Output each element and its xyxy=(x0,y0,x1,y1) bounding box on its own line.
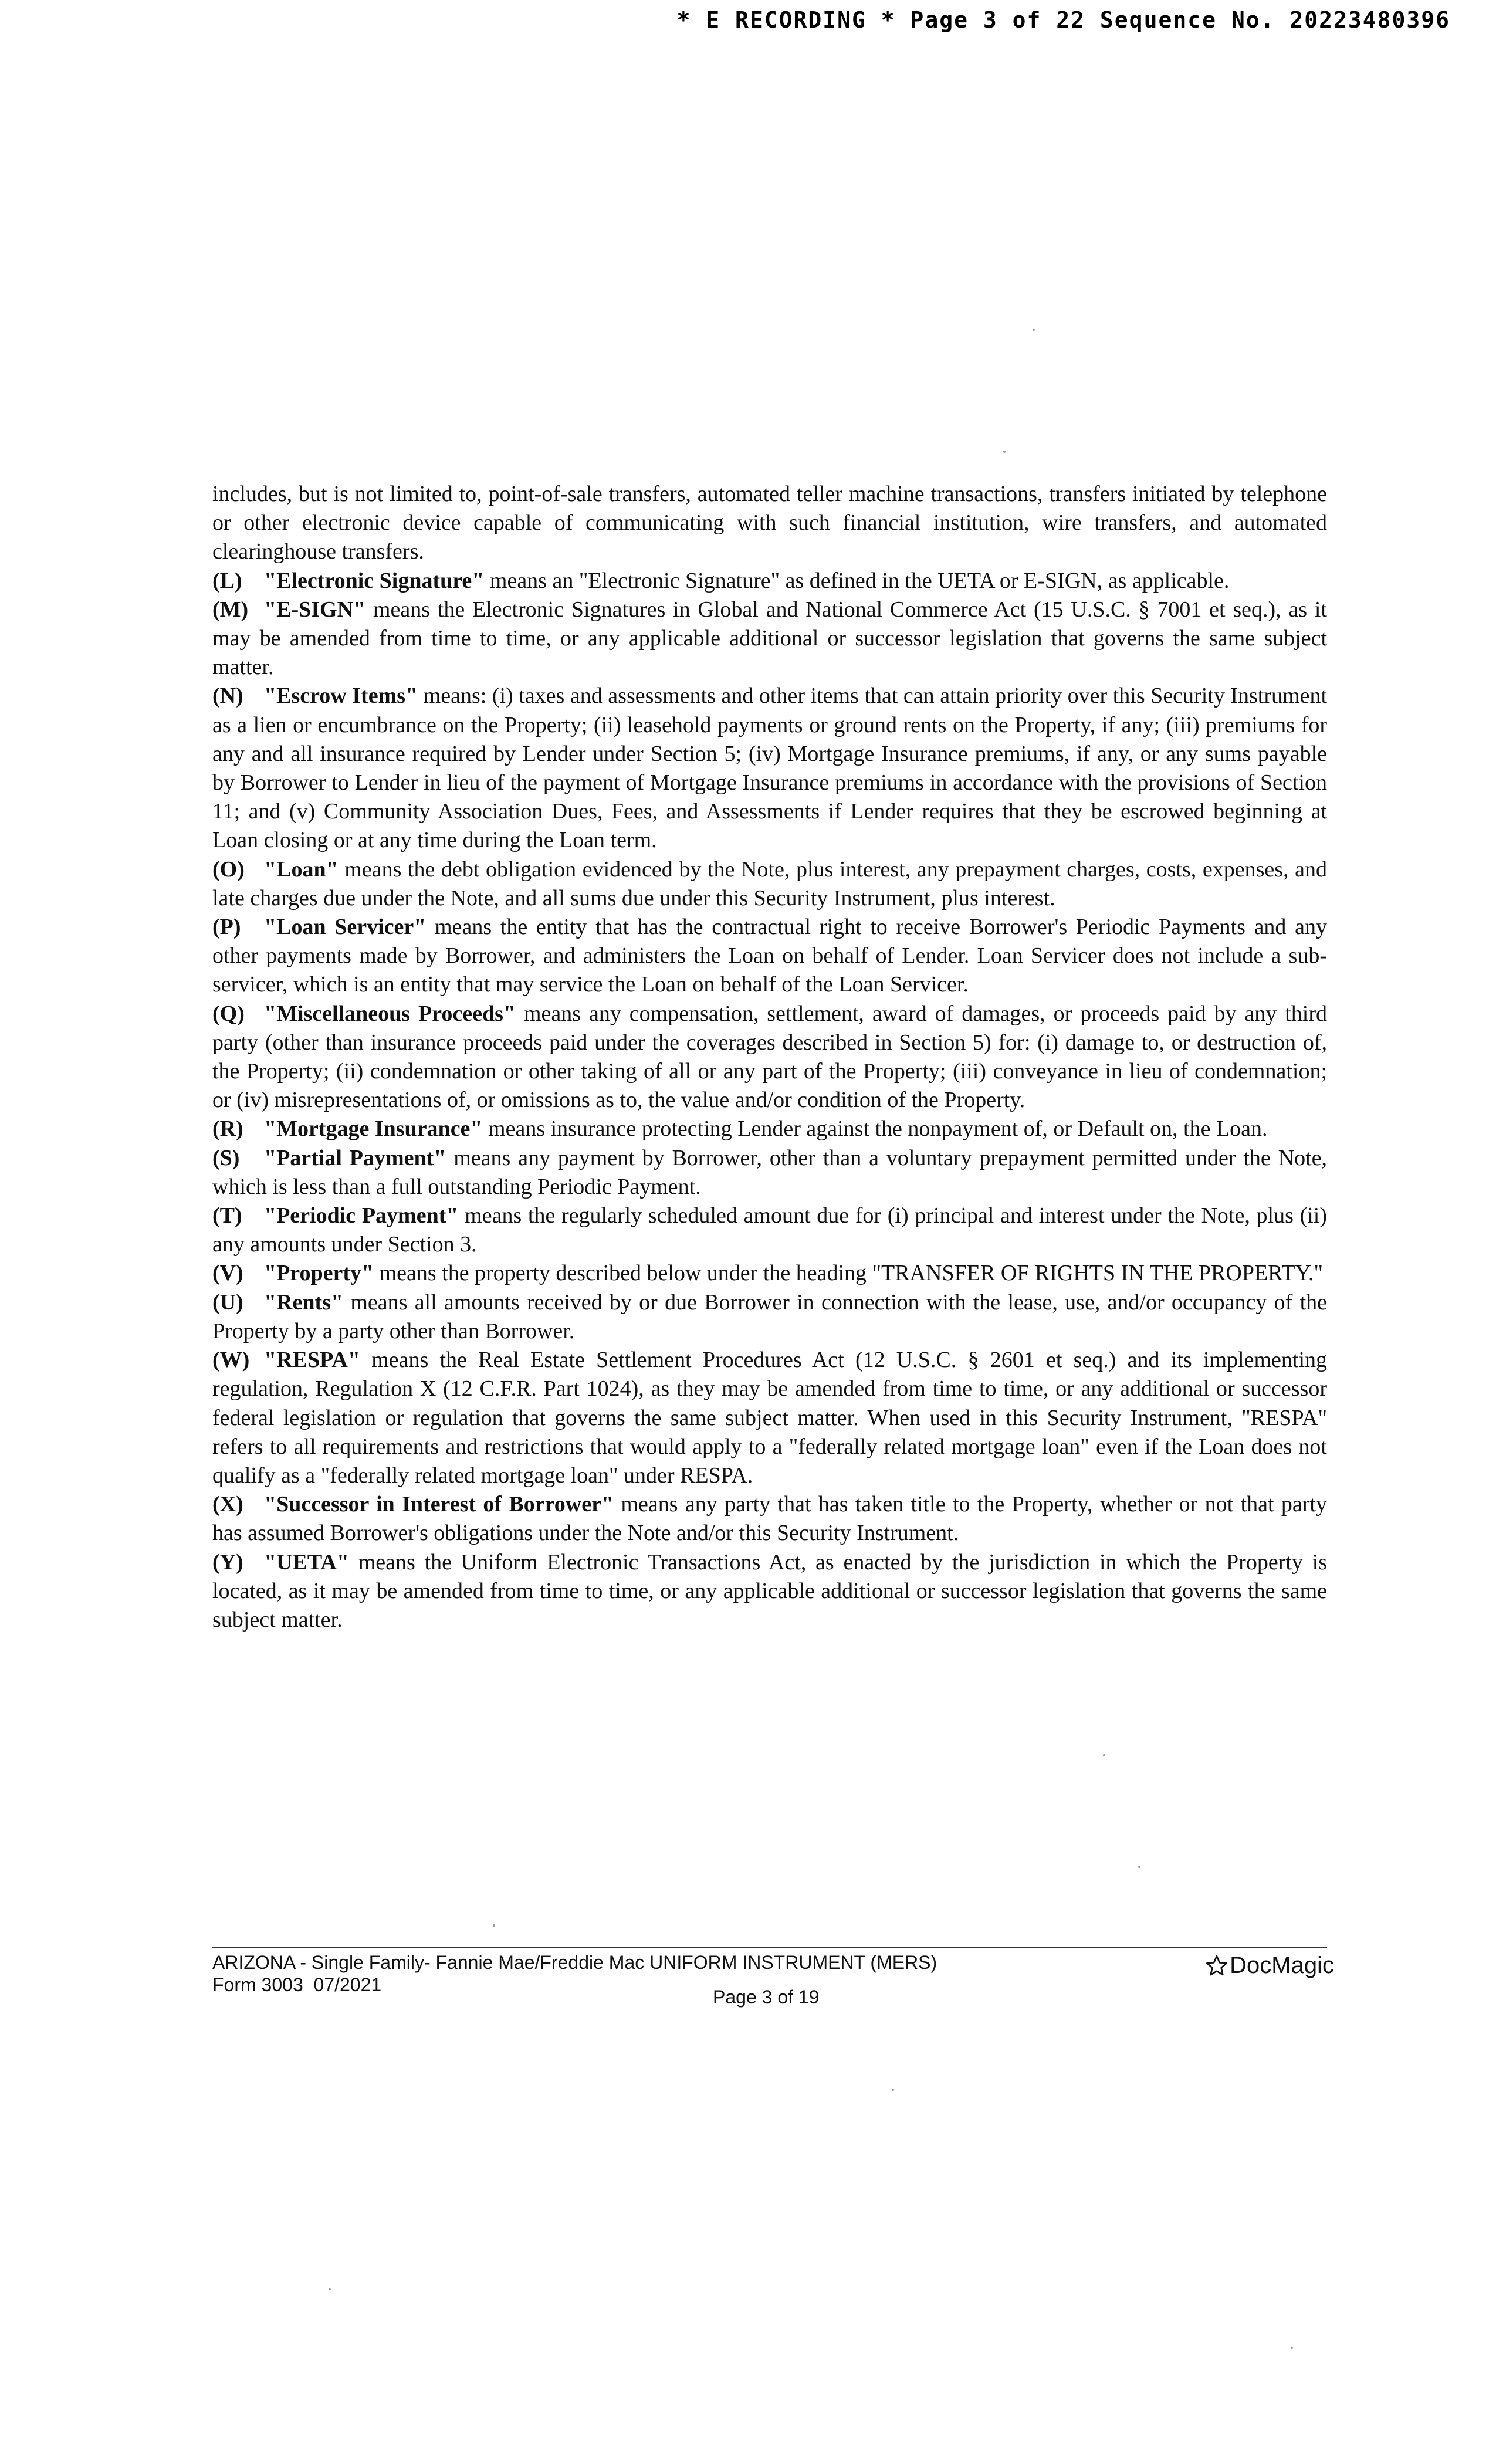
definition-n xyxy=(212,682,1327,855)
form-title: ARIZONA - Single Family- Fannie Mae/Freddie Mac UNIFORM INSTRUMENT (MERS) xyxy=(212,1952,937,1973)
definition-text: means the Uniform Electronic Transactions Act, as enacted by the jurisdiction in which the Property is located, as it may be amended from time to time, or any applicable additional or successor legislation that governs the same subject matter. xyxy=(212,1549,1327,1632)
definition-text: means any compensation, settlement, award of damages, or proceeds paid by any third party (other than insurance proceeds paid under the coverages described in Section 5) for: (i) damage to, or destruction of, the Property; (ii) condemnation or other taking of all or any part of the Property; (iii) conveyance in lieu of condemnation; or (iv) misrepresentations of, or omissions as to, the value and/or condition of the Property. xyxy=(212,1001,1327,1113)
definition-p xyxy=(212,913,1327,1000)
footer-divider xyxy=(212,1947,1327,1948)
definition-term: "Miscellaneous Proceeds" xyxy=(264,1001,516,1026)
definition-letter: (N) xyxy=(212,683,243,709)
definition-x xyxy=(212,1490,1327,1548)
definition-m xyxy=(212,595,1327,682)
definition-letter: (W) xyxy=(212,1348,250,1373)
definition-letter: (L) xyxy=(212,568,242,593)
definition-text: means the regularly scheduled amount due for (i) principal and interest under the Note, plus (ii) any amounts under Section 3. xyxy=(212,1203,1327,1257)
form-number: Form 3003 07/2021 xyxy=(212,1974,382,1995)
definition-term: "Loan Servicer" xyxy=(264,915,427,940)
definition-text: means insurance protecting Lender against the nonpayment of, or Default on, the Loan. xyxy=(482,1116,1268,1142)
definition-letter: (X) xyxy=(212,1492,243,1517)
definition-y xyxy=(212,1548,1327,1635)
definition-term: "Successor in Interest of Borrower" xyxy=(264,1492,614,1517)
brand-name: DocMagic xyxy=(1230,1952,1334,1978)
definition-term: "Rents" xyxy=(264,1289,344,1315)
definition-text: means the entity that has the contractual right to receive Borrower's Periodic Payments and any other payments made by Borrower, and administers the Loan on behalf of Lender. Loan Servicer does not include a sub-servicer, which is an entity that may service the Loan on behalf of the Loan Servicer. xyxy=(212,915,1327,997)
definition-letter: (Q) xyxy=(212,1001,245,1026)
definition-letter: (M) xyxy=(212,597,249,622)
definition-term: "Mortgage Insurance" xyxy=(264,1116,483,1142)
footer-form-info xyxy=(212,1951,937,1996)
intro-paragraph: includes, but is not limited to, point-of-sale transfers, automated teller machine transactions, transfers initiated by telephone or other electronic device capable of communicating with such financial institution, wire transfers, and automated clearinghouse transfers. xyxy=(212,482,1327,564)
definition-u xyxy=(212,1288,1327,1346)
scan-speck xyxy=(1291,2347,1293,2349)
definition-letter: (S) xyxy=(212,1145,240,1170)
definition-r xyxy=(212,1115,1327,1143)
scan-speck xyxy=(493,1924,495,1927)
definition-w xyxy=(212,1346,1327,1490)
definition-l xyxy=(212,567,1327,595)
definition-term: "Partial Payment" xyxy=(264,1145,446,1170)
scan-speck xyxy=(329,2288,331,2290)
definition-text: means the Electronic Signatures in Global and National Commerce Act (15 U.S.C. § 7001 et seq.), as it may be amended from time to time, or any applicable additional or successor legislation that governs the same subject matter. xyxy=(212,597,1327,680)
definition-letter: (U) xyxy=(212,1289,243,1315)
definition-term: "UETA" xyxy=(264,1549,349,1575)
definition-text: means any party that has taken title to the Property, whether or not that party has assumed Borrower's obligations under the Note and/or this Security Instrument. xyxy=(212,1492,1327,1546)
definition-text: means any payment by Borrower, other than a voluntary prepayment permitted under the Note, which is less than a full outstanding Periodic Payment. xyxy=(212,1145,1328,1199)
definition-term: "Property" xyxy=(264,1261,374,1286)
definition-text: means an "Electronic Signature" as defined in the UETA or E-SIGN, as applicable. xyxy=(484,568,1230,593)
definition-text: means the property described below under the heading "TRANSFER OF RIGHTS IN THE PROPERTY." xyxy=(374,1261,1324,1286)
definition-text: means: (i) taxes and assessments and other items that can attain priority over this Security Instrument as a lien or encumbrance on the Property; (ii) leasehold payments or ground rents on the Property, if any; (iii) premiums for any and all insurance required by Lender under Section 5; (iv) Mortgage Insurance premiums, if any, or any sums payable by Borrower to Lender in lieu of the payment of Mortgage Insurance premiums in accordance with the provisions of Section 11; and (v) Community Association Dues, Fees, and Assessments if Lender requires that they be escrowed beginning at Loan closing or at any time during the Loan term. xyxy=(212,683,1327,853)
docmagic-logo xyxy=(1205,1952,1334,1979)
definition-letter: (O) xyxy=(212,857,245,882)
definition-q xyxy=(212,1000,1327,1115)
scan-speck xyxy=(1103,1754,1105,1756)
scan-speck xyxy=(1138,1866,1140,1868)
definition-term: "Periodic Payment" xyxy=(264,1203,459,1228)
scan-speck xyxy=(1033,329,1035,331)
star-outline-icon xyxy=(1205,1954,1228,1978)
definition-term: "Escrow Items" xyxy=(264,683,418,709)
definition-text: means the Real Estate Settlement Procedures Act (12 U.S.C. § 2601 et seq.) and its implementing regulation, Regulation X (12 C.F.R. Part 1024), as they may be amended from time to time, or any additional or successor federal legislation or regulation that governs the same subject matter. When used in this Security Instrument, "RESPA" refers to all requirements and restrictions that would apply to a "federally related mortgage loan" even if the Loan does not qualify as a "federally related mortgage loan" under RESPA. xyxy=(212,1348,1327,1488)
recording-header: * E RECORDING * Page 3 of 22 Sequence No. 20223480396 xyxy=(676,7,1450,33)
definition-letter: (P) xyxy=(212,915,241,940)
definition-text: means all amounts received by or due Borrower in connection with the lease, use, and/or occupancy of the Property by a party other than Borrower. xyxy=(212,1289,1327,1343)
page-number: Page 3 of 19 xyxy=(713,1986,820,2008)
definition-term: "RESPA" xyxy=(264,1348,360,1373)
definition-s xyxy=(212,1144,1327,1201)
definition-letter: (Y) xyxy=(212,1549,243,1575)
definition-text: means the debt obligation evidenced by the Note, plus interest, any prepayment charges, costs, expenses, and late charges due under the Note, and all sums due under this Security Instrument, plus interest. xyxy=(212,857,1327,911)
definition-o xyxy=(212,855,1327,913)
document-body xyxy=(212,480,1327,1634)
scan-speck xyxy=(1003,451,1006,453)
definition-v xyxy=(212,1259,1327,1288)
definition-term: "Electronic Signature" xyxy=(264,568,485,593)
definition-letter: (T) xyxy=(212,1203,242,1228)
scan-speck xyxy=(892,2089,894,2091)
definition-term: "Loan" xyxy=(264,857,339,882)
definition-letter: (R) xyxy=(212,1116,243,1142)
definition-letter: (V) xyxy=(212,1261,243,1286)
definition-term: "E-SIGN" xyxy=(264,597,366,622)
definition-t xyxy=(212,1201,1327,1259)
